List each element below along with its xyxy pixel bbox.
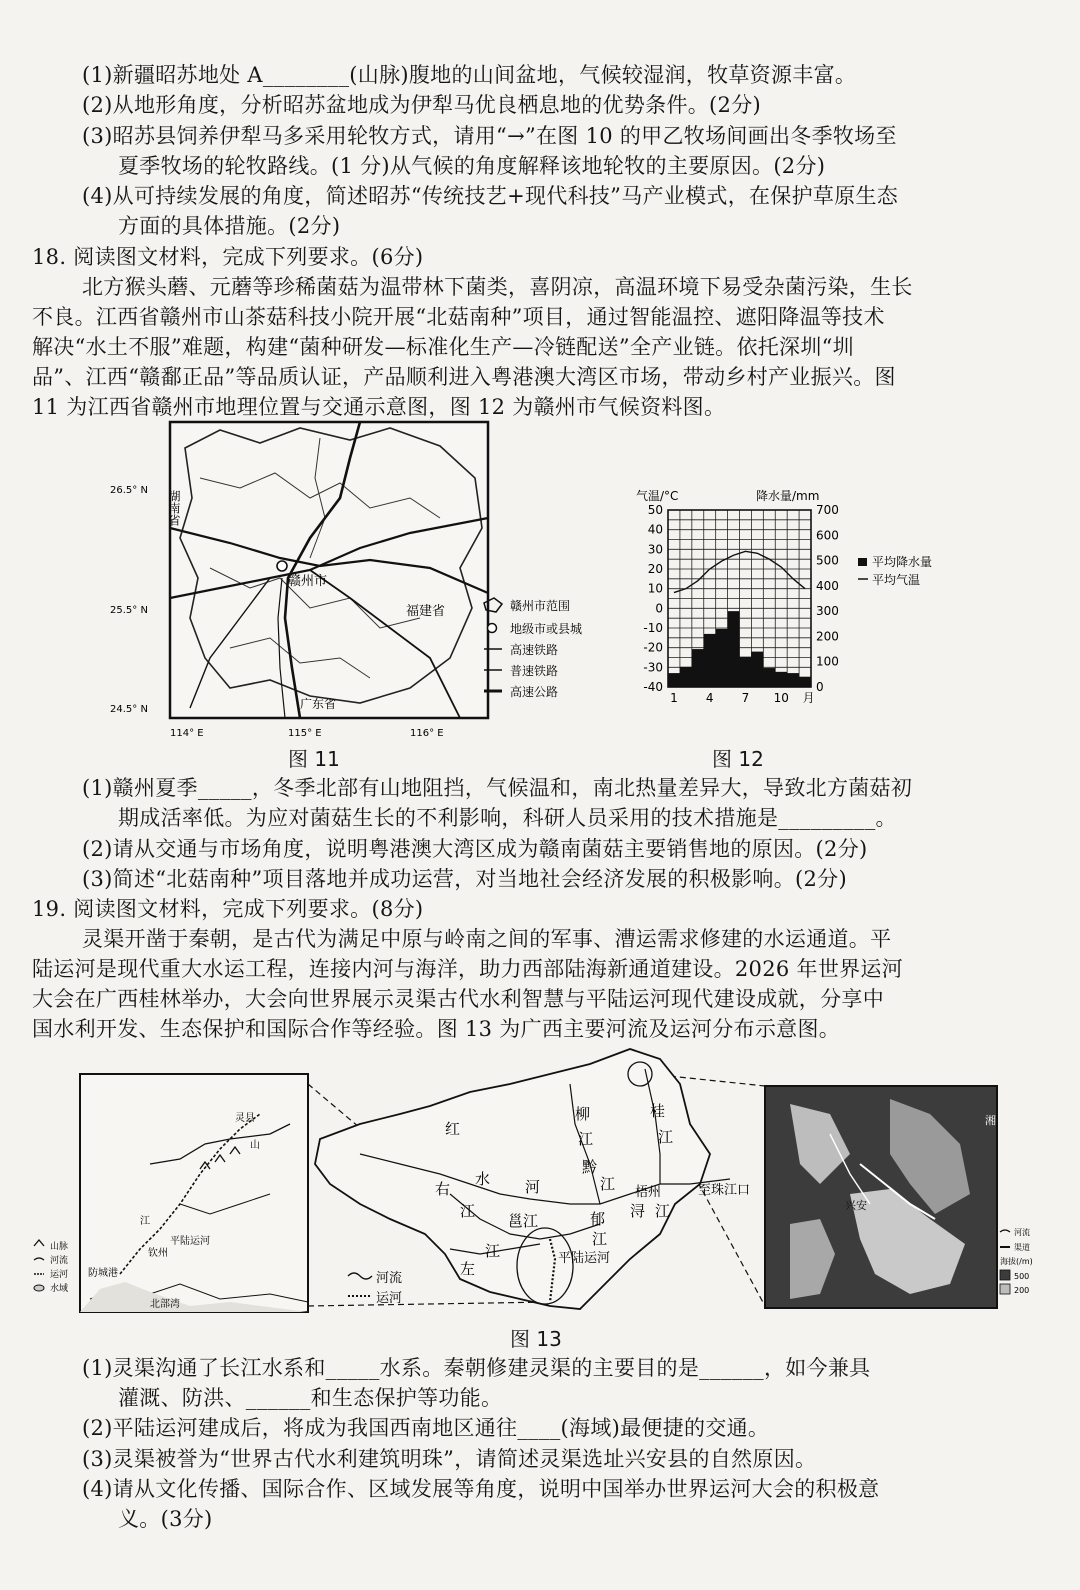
q19-text-line3: 大会在广西桂林举办，大会向世界展示灵渠古代水利智慧与平陆运河现代建设成就，分享中 [32,987,884,1011]
figure-12-legend [858,554,932,587]
inset-label-zhou: 湘 [985,1114,996,1127]
q19-question3: (3)灵渠被誉为“世界古代水利建筑明珠”，请简述灵渠选址兴安县的自然原因。 [82,1447,817,1471]
right-inset-legend [1000,1227,1033,1295]
legend-highway: 高速公路 [510,685,559,699]
map-label-xun2: 江 [655,1202,671,1220]
inset-label-pinglu: 平陆运河 [170,1236,210,1247]
right-tick-label: 700 [816,503,839,517]
q17-part3-line1: (3)昭苏县饲养伊犁马多采用轮牧方式，请用“→”在图 10 的甲乙牧场间画出冬季牧场至 [82,124,897,148]
right-legend-channel: 渠道 [1014,1243,1030,1252]
q19-question2: (2)平陆运河建成后，将成为我国西南地区通往____(海域)最便捷的交通。 [82,1416,770,1440]
label-guangdong: 广东省 [300,697,337,711]
precip-bar-11 [787,673,799,687]
map-label-yu2: 江 [592,1230,608,1248]
precip-bar-6 [728,611,740,687]
lat-label-25-5: 25.5° N [110,605,148,616]
inset-pinglu-map [80,1074,308,1312]
q19-text-line1: 灵渠开凿于秦朝，是古代为满足中原与岭南之间的军事、漕运需求修建的水运通道。平 [82,927,892,951]
q18-text-line3: 解决“水土不服”难题，构建“菌种研发—标准化生产—冷链配送”全产业链。依托深圳“圳 [32,335,854,359]
precip-bar-4 [704,634,716,687]
q18-text-line5: 11 为江西省赣州市地理位置与交通示意图，图 12 为赣州市气候资料图。 [32,395,726,419]
inset-legend-river: 河流 [50,1256,69,1266]
q17-part2: (2)从地形角度，分析昭苏盆地成为伊犁马优良栖息地的优势条件。(2分) [82,93,761,117]
map-label-shui: 水 [475,1170,491,1188]
lat-label-24-5: 24.5° N [110,704,148,715]
right-legend-river: 河流 [1014,1228,1030,1237]
q18-text-line1: 北方猴头蘑、元蘑等珍稀菌菇为温带林下菌类，喜阴凉，高温环境下易受杂菌污染，生长 [82,275,913,299]
q17-part3-line2: 夏季牧场的轮牧路线。(1 分)从气候的角度解释该地轮牧的主要原因。(2分) [118,154,826,178]
right-tick-label: 600 [816,528,839,543]
label-ganzhou: 赣州市 [288,574,328,589]
inset-label-lingxian: 灵县 [235,1113,255,1124]
q18-question1-line2: 期成活率低。为应对菌菇生长的不利影响，科研人员采用的技术措施是_________。 [118,806,897,830]
q19-text-line4: 国水利开发、生态保护和国际合作等经验。图 13 为广西主要河流及运河分布示意图。 [32,1017,841,1041]
legend-rail: 普速铁路 [510,664,559,678]
inset-label-fangcheng: 防城港 [88,1268,118,1279]
right-tick-label: 400 [816,578,839,593]
map-legend-river: 河流 [376,1271,403,1286]
chart-right-axis-title: 降水量/mm [756,489,820,503]
lon-label-115: 115° E [288,728,322,739]
figure-11-caption: 图 11 [288,747,340,771]
q17-part4-line2: 方面的具体措施。(2分) [118,214,341,238]
figure-12-climate-chart [628,484,958,712]
map-label-yu: 郁 [590,1210,606,1228]
inset-label-beibuwan: 北部湾 [150,1299,180,1310]
map-label-qian: 黔 [582,1158,598,1176]
map-label-gui2: 江 [658,1128,674,1146]
map-label-gui1: 桂 [650,1102,666,1120]
q19-question4-line2: 义。(3分) [118,1507,213,1531]
map-label-zuo: 左 [460,1260,476,1278]
precip-bar-2 [680,667,692,687]
q17-part4-line1: (4)从可持续发展的角度，简述昭苏“传统技艺+现代科技”马产业模式，在保护草原生态 [82,184,899,208]
map-label-you: 右 [435,1180,451,1198]
left-tick-label: -40 [643,680,663,694]
q19-text-line2: 陆运河是现代重大水运工程，连接内河与海洋，助力西部陆海新通道建设。2026 年世界运河 [32,957,904,981]
chart-left-axis-title: 气温/°C [636,489,679,503]
inset-label-jiang: 江 [140,1216,150,1227]
figure-11-legend [484,598,582,699]
inset-label-xingan: 兴安 [845,1199,867,1212]
q18-question3: (3)简述“北菇南种”项目落地并成功运营，对当地社会经济发展的积极影响。(2分) [82,867,847,891]
q19-question1-line2: 灌溉、防洪、______和生态保护等功能。 [118,1386,503,1410]
right-tick-label: 0 [816,680,824,694]
x-tick-label: 4 [705,691,714,705]
precip-bar-10 [775,672,787,687]
legend-hsr: 高速铁路 [510,643,559,657]
legend-precip: 平均降水量 [872,555,933,569]
x-tick-label: 10 [773,691,789,705]
precip-bar-1 [668,673,680,687]
map-label-zuo2: 江 [485,1242,501,1260]
lon-label-116: 116° E [410,728,444,739]
map-legend-canal: 运河 [376,1291,403,1306]
map-label-pinglu: 平陆运河 [558,1251,611,1266]
q18-question1-line1: (1)赣州夏季_____，冬季北部有山地阻挡，气候温和，南北热量差异大，导致北方菌菇初 [82,776,913,800]
right-tick-label: 200 [816,629,839,644]
left-tick-label: 10 [647,581,663,596]
map-label-qian2: 江 [600,1175,616,1193]
precip-bar-8 [751,652,763,687]
legend-region: 赣州市范围 [510,599,571,613]
q18-heading: 18. 阅读图文材料，完成下列要求。(6分) [32,245,424,269]
right-legend-500: 500 [1014,1272,1030,1281]
inset-label-qinzhou: 钦州 [148,1248,168,1259]
precip-bar-9 [763,668,775,687]
map-label-wuzhou: 梧州 [635,1185,662,1200]
right-tick-label: 100 [816,654,839,669]
map-label-yong: 邕江 [508,1212,539,1230]
right-legend-200: 200 [1014,1286,1030,1295]
figure-12-caption: 图 12 [712,747,764,771]
right-legend-elevation: 海拔(/m) [1000,1257,1033,1266]
inset-legend-water: 水域 [50,1284,69,1294]
left-tick-label: 50 [647,503,663,517]
precip-bar-3 [692,649,704,687]
legend-temp: 平均气温 [872,573,921,587]
precip-bar-12 [799,677,811,687]
figure-13-map [30,1044,1050,1320]
inset-label-shan: 山 [250,1140,260,1151]
q17-part1: (1)新疆昭苏地处 A________(山脉)腹地的山间盆地，气候较湿润，牧草资源丰富。 [82,63,857,87]
q19-question1-line1: (1)灵渠沟通了长江水系和_____水系。秦朝修建灵渠的主要目的是______，如今兼具 [82,1356,871,1380]
legend-city: 地级市或县城 [510,622,583,636]
label-hunan: 湖南省 [167,490,181,526]
q19-heading: 19. 阅读图文材料，完成下列要求。(8分) [32,897,424,921]
figure-13-caption: 图 13 [510,1327,562,1351]
left-tick-label: 0 [655,601,663,616]
x-tick-label: 1 [670,691,678,705]
q18-question2: (2)请从交通与市场角度，说明粤港澳大湾区成为赣南菌菇主要销售地的原因。(2分) [82,837,868,861]
inset-legend [34,1240,68,1294]
precip-bar-5 [716,629,728,687]
left-tick-label: 30 [647,542,663,557]
q18-text-line2: 不良。江西省赣州市山茶菇科技小院开展“北菇南种”项目，通过智能温控、遮阳降温等技术 [32,305,885,329]
map-label-liu2: 江 [578,1130,594,1148]
left-tick-label: -10 [643,621,663,635]
left-tick-label: -30 [643,660,663,675]
chart-month-unit: 月 [802,691,815,705]
right-tick-label: 300 [816,604,839,619]
guangxi-map [315,1049,750,1309]
q19-question4-line1: (4)请从文化传播、国际合作、区域发展等角度，说明中国举办世界运河大会的积极意 [82,1477,880,1501]
right-tick-label: 500 [816,553,839,568]
map-label-xun: 浔 [630,1202,646,1220]
inset-legend-mountain: 山脉 [50,1242,69,1252]
inset-legend-canal: 运河 [50,1270,69,1280]
map-label-zhujiangkou: 至珠江口 [698,1183,751,1198]
left-tick-label: 40 [647,522,663,537]
label-fujian: 福建省 [406,604,446,619]
map-label-you2: 江 [460,1202,476,1220]
map-label-liu1: 柳 [575,1105,591,1123]
left-tick-label: -20 [643,640,663,655]
q18-text-line4: 品”、江西“赣鄱正品”等品质认证，产品顺利进入粤港澳大湾区市场，带动乡村产业振兴。图 [32,365,896,389]
map-label-hong: 红 [445,1120,461,1138]
map-label-he: 河 [525,1178,541,1196]
lat-label-26-5: 26.5° N [110,485,148,496]
x-tick-label: 7 [741,691,750,705]
precip-bar-7 [740,657,752,687]
inset-lingqu-terrain [765,1086,997,1308]
lon-label-114: 114° E [170,728,204,739]
left-tick-label: 20 [647,562,663,576]
figure-11-map [110,418,630,748]
